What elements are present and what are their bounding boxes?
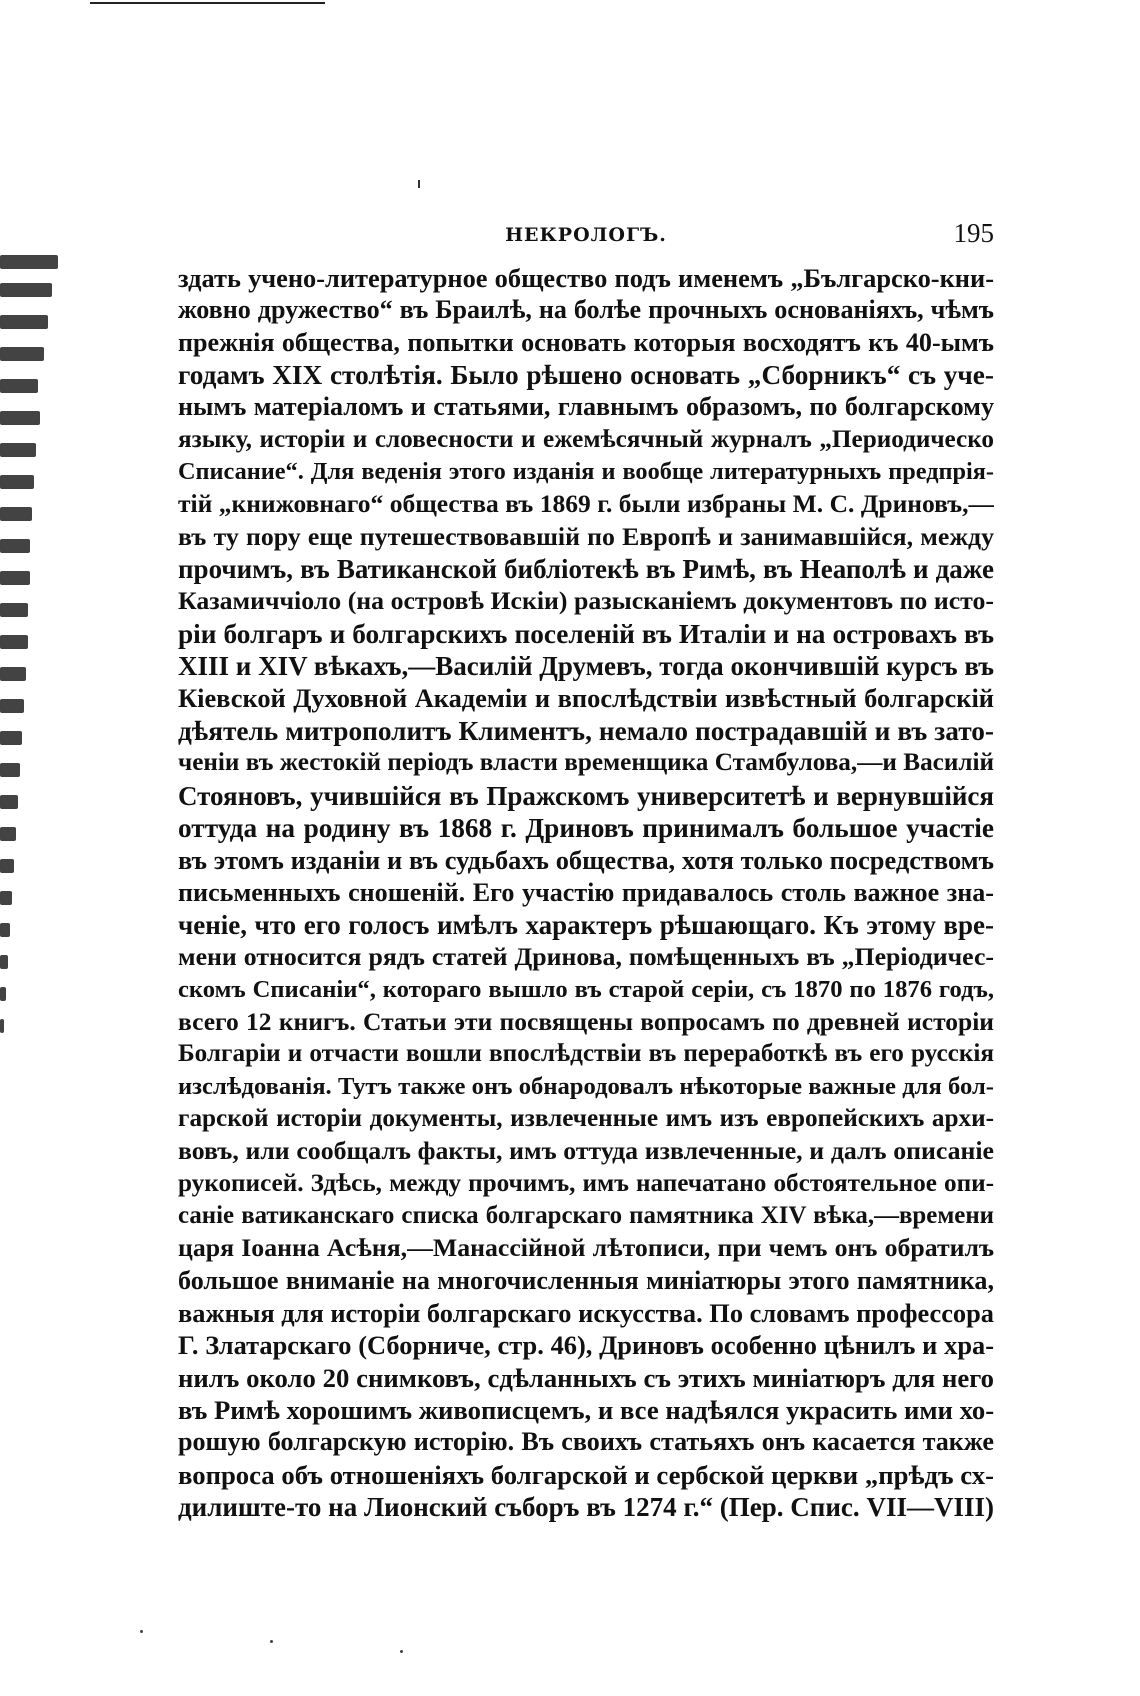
top-rule: [90, 2, 325, 4]
text-line: жовно дружество“ въ Браилѣ, на болѣе прочныхъ основаніяхъ, чѣмъ: [178, 295, 994, 325]
text-line: ченіи въ жестокій періодъ власти временщика Стамбулова,—и Василій: [178, 749, 994, 777]
bleed-mark: [0, 763, 20, 777]
text-line: ченіе, что его голосъ имѣлъ характеръ рѣшающаго. Къ этому вре-: [178, 909, 994, 940]
text-line: саніе ватиканскаго списка болгарскаго памятника XIV вѣка,—времени: [178, 1201, 994, 1229]
bleed-mark: [0, 731, 22, 745]
text-line: вовъ, или сообщалъ факты, имъ оттуда извлеченные, и далъ описаніе: [178, 1136, 994, 1166]
text-line: оттуда на родину въ 1868 г. Дриновъ принималъ большое участіе: [178, 812, 994, 843]
text-line: царя Іоанна Асѣня,—Манассійной лѣтописи, при чемъ онъ обратилъ: [178, 1233, 994, 1263]
text-line: Списание“. Для веденія этого изданія и вообще литературныхъ предпрія-: [178, 458, 994, 486]
text-line: вопроса объ отношеніяхъ болгарской и сербской церкви „прѣдъ сх-: [178, 1459, 994, 1490]
bleed-mark: [0, 603, 28, 617]
bleed-mark: [0, 379, 38, 393]
bleed-mark: [0, 1019, 4, 1033]
text-line: годамъ XIX столѣтія. Было рѣшено основать „Сборникъ“ съ уче-: [178, 360, 994, 391]
text-line: дилиште-то на Лионский съборъ въ 1274 г.“ (Пер. Спис. VII—VIII): [178, 1492, 994, 1523]
bleed-mark: [0, 443, 36, 457]
text-line: въ Римѣ хорошимъ живописцемъ, и все надѣялся украсить ими хо-: [178, 1395, 994, 1426]
bleed-mark: [0, 923, 10, 937]
page-header: [178, 218, 994, 258]
text-line: въ этомъ изданіи и въ судьбахъ общества, хотя только посредствомъ: [178, 845, 994, 876]
article-body: [178, 262, 994, 1523]
running-title: НЕКРОЛОГЪ.: [505, 224, 667, 246]
bleed-mark: [0, 507, 32, 521]
text-line: мени относится рядъ статей Дринова, помѣщенныхъ въ „Періодичес-: [178, 942, 994, 972]
bleed-mark: [0, 475, 34, 489]
text-line: XIII и XIV вѣкахъ,—Василій Друмевъ, тогда окончившій курсъ въ: [178, 651, 994, 682]
bleed-mark: [0, 795, 18, 809]
text-line: важныя для исторіи болгарскаго искусства. По словамъ профессора: [178, 1298, 994, 1328]
bleed-mark: [0, 347, 44, 361]
bleed-mark: [0, 255, 58, 269]
page-number: 195: [953, 218, 994, 248]
text-line: всего 12 книгъ. Статьи эти посвящены вопросамъ по древней исторіи: [178, 1006, 994, 1036]
bleed-mark: [0, 699, 24, 713]
text-line: прочимъ, въ Ватиканской библіотекѣ въ Римѣ, въ Неаполѣ и даже: [178, 554, 994, 585]
bleed-mark: [0, 315, 48, 329]
text-line: тій „книжовнаго“ общества въ 1869 г. были избраны М. С. Дриновъ,—: [178, 489, 994, 519]
text-line: Стояновъ, учившійся въ Пражскомъ университетѣ и вернувшійся: [178, 780, 994, 811]
bleed-mark: [0, 987, 6, 1001]
text-line: дѣятель митрополитъ Климентъ, немало пострадавшій и въ зато-: [178, 715, 994, 746]
text-line: изслѣдованія. Тутъ также онъ обнародовалъ нѣкоторые важные для бол-: [178, 1072, 994, 1100]
stray-speck: [400, 1650, 403, 1653]
text-line: нилъ около 20 снимковъ, сдѣланныхъ съ этихъ миніатюръ для него: [178, 1362, 994, 1393]
text-line: ріи болгаръ и болгарскихъ поселеній въ Италіи и на островахъ въ: [178, 618, 994, 649]
text-line: гарской исторіи документы, извлеченные имъ изъ европейскихъ архи-: [178, 1104, 994, 1132]
text-line: Казамиччіоло (на островѣ Искіи) разысканіемъ документовъ по исто-: [178, 586, 994, 616]
text-line: здать учено-литературное общество подъ именемъ „Българско-кни-: [178, 263, 994, 293]
bleed-mark: [0, 411, 40, 425]
text-line: Кіевской Духовной Академіи и впослѣдствіи извѣстный болгарскій: [178, 683, 994, 714]
text-line: Болгаріи и отчасти вошли впослѣдствіи въ переработкѣ въ его русскія: [178, 1040, 994, 1068]
bleed-mark: [0, 827, 16, 841]
bleed-mark: [0, 283, 52, 297]
bleed-mark: [0, 891, 12, 905]
bleed-mark: [0, 667, 26, 681]
text-line: большое вниманіе на многочисленныя миніатюры этого памятника,: [178, 1265, 994, 1295]
stray-mark: [418, 180, 420, 188]
text-line: рошую болгарскую исторію. Въ своихъ статьяхъ онъ касается также: [178, 1427, 994, 1457]
text-line: прежнія общества, попытки основать которыя восходятъ къ 40-ымъ: [178, 327, 994, 357]
text-line: Г. Златарскаго (Сборниче, стр. 46), Дриновъ особенно цѣнилъ и хра-: [178, 1330, 994, 1361]
stray-speck: [270, 1640, 273, 1643]
text-line: въ ту пору еще путешествовавшій по Европѣ и занимавшійся, между: [178, 521, 994, 551]
text-line: нымъ матеріаломъ и статьями, главнымъ образомъ, по болгарскому: [178, 392, 994, 422]
text-line: языку, исторіи и словесности и ежемѣсячный журналъ „Периодическо: [178, 425, 994, 453]
text-line: скомъ Списаніи“, котораго вышло въ старой серіи, съ 1870 по 1876 годъ,: [178, 975, 994, 1003]
stray-speck: [140, 1630, 143, 1633]
bleed-mark: [0, 955, 8, 969]
facing-page-bleed: [0, 255, 70, 1095]
text-line: письменныхъ сношеній. Его участію придавалось столь важное зна-: [178, 877, 994, 907]
text-line: рукописей. Здѣсь, между прочимъ, имъ напечатано обстоятельное опи-: [178, 1169, 994, 1197]
bleed-mark: [0, 859, 14, 873]
bleed-mark: [0, 539, 30, 553]
bleed-mark: [0, 635, 28, 649]
bleed-mark: [0, 571, 30, 585]
